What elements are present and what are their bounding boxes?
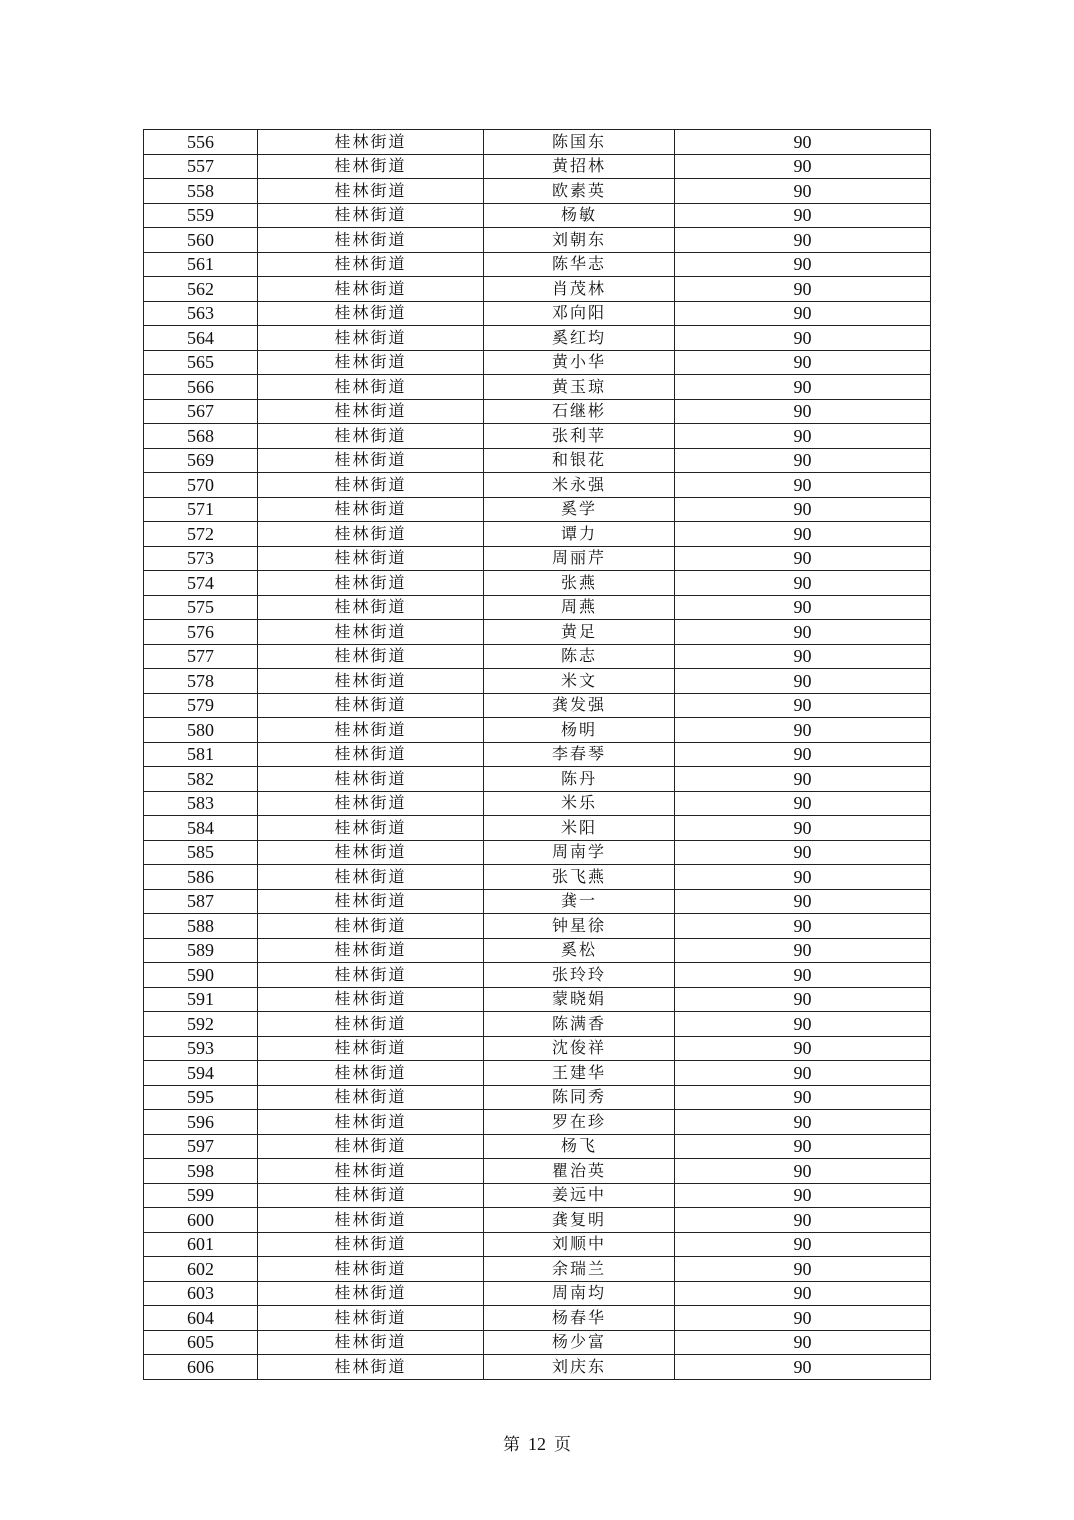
table-row xyxy=(144,816,931,841)
row-number-cell: 569 xyxy=(144,448,258,473)
table-row xyxy=(144,203,931,228)
street-cell: 桂林街道 xyxy=(258,203,484,228)
table-row xyxy=(144,767,931,792)
table-row xyxy=(144,644,931,669)
person-name-cell: 陈满香 xyxy=(484,1012,675,1037)
person-name-cell: 刘顺中 xyxy=(484,1232,675,1257)
score-cell: 90 xyxy=(675,301,931,326)
street-cell: 桂林街道 xyxy=(258,571,484,596)
row-number-cell: 594 xyxy=(144,1061,258,1086)
score-cell: 90 xyxy=(675,938,931,963)
street-cell: 桂林街道 xyxy=(258,938,484,963)
table-row xyxy=(144,1110,931,1135)
person-name-cell: 龚复明 xyxy=(484,1208,675,1233)
row-number-cell: 562 xyxy=(144,277,258,302)
table-row xyxy=(144,473,931,498)
score-cell: 90 xyxy=(675,179,931,204)
score-cell: 90 xyxy=(675,1281,931,1306)
street-cell: 桂林街道 xyxy=(258,326,484,351)
street-cell: 桂林街道 xyxy=(258,130,484,155)
row-number-cell: 596 xyxy=(144,1110,258,1135)
street-cell: 桂林街道 xyxy=(258,448,484,473)
table-row xyxy=(144,1306,931,1331)
table-row xyxy=(144,889,931,914)
person-name-cell: 周南学 xyxy=(484,840,675,865)
score-cell: 90 xyxy=(675,154,931,179)
row-number-cell: 564 xyxy=(144,326,258,351)
person-name-cell: 邓向阳 xyxy=(484,301,675,326)
table-row xyxy=(144,326,931,351)
row-number-cell: 600 xyxy=(144,1208,258,1233)
street-cell: 桂林街道 xyxy=(258,718,484,743)
score-cell: 90 xyxy=(675,252,931,277)
score-cell: 90 xyxy=(675,326,931,351)
table-row xyxy=(144,1281,931,1306)
street-cell: 桂林街道 xyxy=(258,1232,484,1257)
row-number-cell: 589 xyxy=(144,938,258,963)
row-number-cell: 605 xyxy=(144,1330,258,1355)
person-name-cell: 杨飞 xyxy=(484,1134,675,1159)
score-cell: 90 xyxy=(675,1110,931,1135)
street-cell: 桂林街道 xyxy=(258,375,484,400)
score-cell: 90 xyxy=(675,497,931,522)
person-name-cell: 杨少富 xyxy=(484,1330,675,1355)
table-row xyxy=(144,375,931,400)
row-number-cell: 557 xyxy=(144,154,258,179)
footer-prefix: 第 xyxy=(503,1435,520,1455)
person-name-cell: 陈同秀 xyxy=(484,1085,675,1110)
score-cell: 90 xyxy=(675,203,931,228)
score-cell: 90 xyxy=(675,791,931,816)
score-cell: 90 xyxy=(675,1355,931,1380)
table-row xyxy=(144,399,931,424)
row-number-cell: 573 xyxy=(144,546,258,571)
person-name-cell: 李春琴 xyxy=(484,742,675,767)
row-number-cell: 580 xyxy=(144,718,258,743)
street-cell: 桂林街道 xyxy=(258,644,484,669)
street-cell: 桂林街道 xyxy=(258,840,484,865)
person-name-cell: 陈志 xyxy=(484,644,675,669)
person-name-cell: 黄玉琼 xyxy=(484,375,675,400)
table-row xyxy=(144,1134,931,1159)
street-cell: 桂林街道 xyxy=(258,154,484,179)
table-row xyxy=(144,1183,931,1208)
person-name-cell: 瞿治英 xyxy=(484,1159,675,1184)
person-name-cell: 杨敏 xyxy=(484,203,675,228)
table-row xyxy=(144,914,931,939)
score-cell: 90 xyxy=(675,1330,931,1355)
street-cell: 桂林街道 xyxy=(258,595,484,620)
table-row xyxy=(144,1355,931,1380)
score-cell: 90 xyxy=(675,1036,931,1061)
table-row xyxy=(144,522,931,547)
table-row xyxy=(144,1012,931,1037)
table-row xyxy=(144,865,931,890)
score-cell: 90 xyxy=(675,1085,931,1110)
score-cell: 90 xyxy=(675,1208,931,1233)
street-cell: 桂林街道 xyxy=(258,1306,484,1331)
score-cell: 90 xyxy=(675,816,931,841)
street-cell: 桂林街道 xyxy=(258,742,484,767)
row-number-cell: 587 xyxy=(144,889,258,914)
row-number-cell: 558 xyxy=(144,179,258,204)
person-name-cell: 刘朝东 xyxy=(484,228,675,253)
row-number-cell: 597 xyxy=(144,1134,258,1159)
row-number-cell: 574 xyxy=(144,571,258,596)
row-number-cell: 578 xyxy=(144,669,258,694)
table-row xyxy=(144,301,931,326)
row-number-cell: 567 xyxy=(144,399,258,424)
person-name-cell: 沈俊祥 xyxy=(484,1036,675,1061)
score-cell: 90 xyxy=(675,718,931,743)
street-cell: 桂林街道 xyxy=(258,669,484,694)
person-name-cell: 奚红均 xyxy=(484,326,675,351)
score-cell: 90 xyxy=(675,277,931,302)
row-number-cell: 571 xyxy=(144,497,258,522)
person-name-cell: 米文 xyxy=(484,669,675,694)
score-cell: 90 xyxy=(675,914,931,939)
table-row xyxy=(144,1159,931,1184)
person-name-cell: 龚发强 xyxy=(484,693,675,718)
row-number-cell: 586 xyxy=(144,865,258,890)
row-number-cell: 598 xyxy=(144,1159,258,1184)
street-cell: 桂林街道 xyxy=(258,399,484,424)
row-number-cell: 566 xyxy=(144,375,258,400)
row-number-cell: 591 xyxy=(144,987,258,1012)
person-name-cell: 张飞燕 xyxy=(484,865,675,890)
person-name-cell: 和银花 xyxy=(484,448,675,473)
street-cell: 桂林街道 xyxy=(258,1110,484,1135)
row-number-cell: 590 xyxy=(144,963,258,988)
score-cell: 90 xyxy=(675,522,931,547)
row-number-cell: 601 xyxy=(144,1232,258,1257)
table-row xyxy=(144,497,931,522)
person-name-cell: 黄足 xyxy=(484,620,675,645)
table-row xyxy=(144,350,931,375)
row-number-cell: 606 xyxy=(144,1355,258,1380)
row-number-cell: 572 xyxy=(144,522,258,547)
table-row xyxy=(144,718,931,743)
table-row xyxy=(144,963,931,988)
table-row xyxy=(144,742,931,767)
street-cell: 桂林街道 xyxy=(258,693,484,718)
street-cell: 桂林街道 xyxy=(258,1036,484,1061)
table-row xyxy=(144,1257,931,1282)
row-number-cell: 575 xyxy=(144,595,258,620)
person-name-cell: 米阳 xyxy=(484,816,675,841)
street-cell: 桂林街道 xyxy=(258,889,484,914)
person-name-cell: 陈国东 xyxy=(484,130,675,155)
person-name-cell: 蒙晓娟 xyxy=(484,987,675,1012)
score-cell: 90 xyxy=(675,889,931,914)
street-cell: 桂林街道 xyxy=(258,1208,484,1233)
street-cell: 桂林街道 xyxy=(258,791,484,816)
table-row xyxy=(144,987,931,1012)
person-name-cell: 奚松 xyxy=(484,938,675,963)
person-name-cell: 欧素英 xyxy=(484,179,675,204)
score-cell: 90 xyxy=(675,620,931,645)
street-cell: 桂林街道 xyxy=(258,816,484,841)
row-number-cell: 570 xyxy=(144,473,258,498)
table-row xyxy=(144,791,931,816)
score-cell: 90 xyxy=(675,448,931,473)
score-cell: 90 xyxy=(675,1134,931,1159)
score-cell: 90 xyxy=(675,987,931,1012)
person-name-cell: 张燕 xyxy=(484,571,675,596)
footer-suffix: 页 xyxy=(554,1435,571,1455)
street-cell: 桂林街道 xyxy=(258,1085,484,1110)
score-cell: 90 xyxy=(675,546,931,571)
street-cell: 桂林街道 xyxy=(258,865,484,890)
table-row xyxy=(144,938,931,963)
score-cell: 90 xyxy=(675,571,931,596)
street-cell: 桂林街道 xyxy=(258,987,484,1012)
person-name-cell: 石继彬 xyxy=(484,399,675,424)
row-number-cell: 592 xyxy=(144,1012,258,1037)
street-cell: 桂林街道 xyxy=(258,914,484,939)
person-name-cell: 米永强 xyxy=(484,473,675,498)
score-cell: 90 xyxy=(675,1257,931,1282)
person-name-cell: 周南均 xyxy=(484,1281,675,1306)
row-number-cell: 576 xyxy=(144,620,258,645)
person-name-cell: 肖茂林 xyxy=(484,277,675,302)
street-cell: 桂林街道 xyxy=(258,301,484,326)
table-row xyxy=(144,154,931,179)
table-row xyxy=(144,620,931,645)
roster-table xyxy=(143,129,931,1380)
row-number-cell: 565 xyxy=(144,350,258,375)
person-name-cell: 陈丹 xyxy=(484,767,675,792)
table-row xyxy=(144,1330,931,1355)
street-cell: 桂林街道 xyxy=(258,1330,484,1355)
row-number-cell: 585 xyxy=(144,840,258,865)
table-row xyxy=(144,424,931,449)
person-name-cell: 龚一 xyxy=(484,889,675,914)
score-cell: 90 xyxy=(675,1183,931,1208)
row-number-cell: 556 xyxy=(144,130,258,155)
score-cell: 90 xyxy=(675,644,931,669)
person-name-cell: 张利苹 xyxy=(484,424,675,449)
table-row xyxy=(144,669,931,694)
row-number-cell: 602 xyxy=(144,1257,258,1282)
person-name-cell: 刘庆东 xyxy=(484,1355,675,1380)
score-cell: 90 xyxy=(675,375,931,400)
score-cell: 90 xyxy=(675,865,931,890)
person-name-cell: 钟星徐 xyxy=(484,914,675,939)
row-number-cell: 568 xyxy=(144,424,258,449)
street-cell: 桂林街道 xyxy=(258,1012,484,1037)
person-name-cell: 周燕 xyxy=(484,595,675,620)
score-cell: 90 xyxy=(675,742,931,767)
score-cell: 90 xyxy=(675,963,931,988)
row-number-cell: 577 xyxy=(144,644,258,669)
street-cell: 桂林街道 xyxy=(258,497,484,522)
table-row xyxy=(144,228,931,253)
table-row xyxy=(144,571,931,596)
person-name-cell: 陈华志 xyxy=(484,252,675,277)
score-cell: 90 xyxy=(675,1159,931,1184)
score-cell: 90 xyxy=(675,1306,931,1331)
street-cell: 桂林街道 xyxy=(258,252,484,277)
street-cell: 桂林街道 xyxy=(258,546,484,571)
street-cell: 桂林街道 xyxy=(258,522,484,547)
street-cell: 桂林街道 xyxy=(258,424,484,449)
street-cell: 桂林街道 xyxy=(258,473,484,498)
street-cell: 桂林街道 xyxy=(258,1159,484,1184)
table-row xyxy=(144,130,931,155)
row-number-cell: 559 xyxy=(144,203,258,228)
page-footer xyxy=(0,1430,1074,1455)
row-number-cell: 581 xyxy=(144,742,258,767)
person-name-cell: 杨春华 xyxy=(484,1306,675,1331)
score-cell: 90 xyxy=(675,228,931,253)
table-row xyxy=(144,252,931,277)
row-number-cell: 595 xyxy=(144,1085,258,1110)
street-cell: 桂林街道 xyxy=(258,620,484,645)
person-name-cell: 王建华 xyxy=(484,1061,675,1086)
score-cell: 90 xyxy=(675,130,931,155)
person-name-cell: 黄小华 xyxy=(484,350,675,375)
row-number-cell: 604 xyxy=(144,1306,258,1331)
street-cell: 桂林街道 xyxy=(258,277,484,302)
street-cell: 桂林街道 xyxy=(258,179,484,204)
table-row xyxy=(144,1061,931,1086)
score-cell: 90 xyxy=(675,669,931,694)
score-cell: 90 xyxy=(675,424,931,449)
score-cell: 90 xyxy=(675,1061,931,1086)
table-row xyxy=(144,595,931,620)
score-cell: 90 xyxy=(675,399,931,424)
row-number-cell: 579 xyxy=(144,693,258,718)
table-row xyxy=(144,1085,931,1110)
roster-table-body xyxy=(144,130,931,1380)
row-number-cell: 583 xyxy=(144,791,258,816)
street-cell: 桂林街道 xyxy=(258,1134,484,1159)
table-row xyxy=(144,448,931,473)
row-number-cell: 593 xyxy=(144,1036,258,1061)
street-cell: 桂林街道 xyxy=(258,228,484,253)
score-cell: 90 xyxy=(675,693,931,718)
score-cell: 90 xyxy=(675,595,931,620)
street-cell: 桂林街道 xyxy=(258,767,484,792)
score-cell: 90 xyxy=(675,1012,931,1037)
person-name-cell: 黄招林 xyxy=(484,154,675,179)
street-cell: 桂林街道 xyxy=(258,1281,484,1306)
page-number: 12 xyxy=(528,1434,546,1454)
person-name-cell: 米乐 xyxy=(484,791,675,816)
table-row xyxy=(144,179,931,204)
street-cell: 桂林街道 xyxy=(258,1183,484,1208)
street-cell: 桂林街道 xyxy=(258,1355,484,1380)
row-number-cell: 582 xyxy=(144,767,258,792)
table-row xyxy=(144,1036,931,1061)
row-number-cell: 599 xyxy=(144,1183,258,1208)
row-number-cell: 584 xyxy=(144,816,258,841)
score-cell: 90 xyxy=(675,350,931,375)
person-name-cell: 罗在珍 xyxy=(484,1110,675,1135)
street-cell: 桂林街道 xyxy=(258,1257,484,1282)
score-cell: 90 xyxy=(675,473,931,498)
score-cell: 90 xyxy=(675,840,931,865)
street-cell: 桂林街道 xyxy=(258,963,484,988)
street-cell: 桂林街道 xyxy=(258,350,484,375)
row-number-cell: 561 xyxy=(144,252,258,277)
score-cell: 90 xyxy=(675,1232,931,1257)
table-row xyxy=(144,1232,931,1257)
row-number-cell: 603 xyxy=(144,1281,258,1306)
person-name-cell: 杨明 xyxy=(484,718,675,743)
table-row xyxy=(144,693,931,718)
person-name-cell: 姜远中 xyxy=(484,1183,675,1208)
table-row xyxy=(144,1208,931,1233)
score-cell: 90 xyxy=(675,767,931,792)
street-cell: 桂林街道 xyxy=(258,1061,484,1086)
row-number-cell: 588 xyxy=(144,914,258,939)
table-row xyxy=(144,840,931,865)
person-name-cell: 张玲玲 xyxy=(484,963,675,988)
person-name-cell: 谭力 xyxy=(484,522,675,547)
row-number-cell: 560 xyxy=(144,228,258,253)
table-row xyxy=(144,546,931,571)
row-number-cell: 563 xyxy=(144,301,258,326)
person-name-cell: 周丽芹 xyxy=(484,546,675,571)
person-name-cell: 余瑞兰 xyxy=(484,1257,675,1282)
person-name-cell: 奚学 xyxy=(484,497,675,522)
table-row xyxy=(144,277,931,302)
